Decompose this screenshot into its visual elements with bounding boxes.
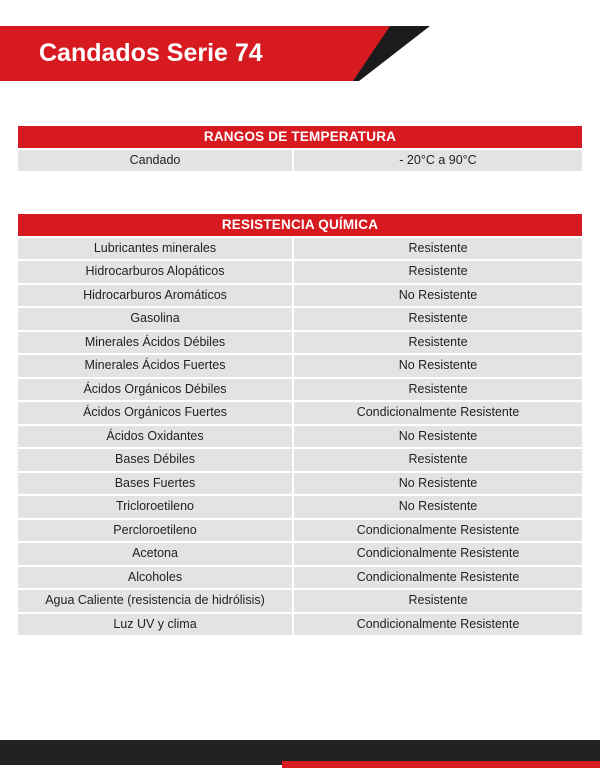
table-row (18, 567, 582, 589)
resistance-value: Resistente (408, 334, 468, 349)
table-row (18, 261, 582, 283)
chemical-item: Minerales Ácidos Fuertes (18, 355, 294, 377)
chemical-table-header: RESISTENCIA QUÍMICA (18, 214, 582, 236)
chemical-item: Hidrocarburos Aromáticos (18, 285, 294, 307)
chemical-item: Alcoholes (18, 567, 294, 589)
table-row (18, 426, 582, 448)
resistance-value: Resistente (408, 264, 468, 279)
table-row (18, 543, 582, 565)
resistance-value: Condicionalmente Resistente (356, 546, 520, 561)
resistance-value: Resistente (408, 593, 468, 608)
resistance-value: No Resistente (398, 428, 478, 443)
resistance-value: No Resistente (398, 475, 478, 490)
page-title: Candados Serie 74 (39, 39, 263, 67)
resistance-value: Resistente (408, 311, 468, 326)
chemical-item: Lubricantes minerales (18, 238, 294, 260)
table-row (18, 332, 582, 354)
table-row (18, 449, 582, 471)
resistance-value: No Resistente (398, 287, 478, 302)
resistance-value: No Resistente (398, 358, 478, 373)
resistance-value: Condicionalmente Resistente (356, 405, 520, 420)
resistance-value: Condicionalmente Resistente (356, 569, 520, 584)
table-row (18, 285, 582, 307)
chemical-item: Ácidos Oxidantes (18, 426, 294, 448)
chemical-item: Agua Caliente (resistencia de hidrólisis) (18, 590, 294, 612)
chemical-item: Gasolina (18, 308, 294, 330)
table-row (18, 402, 582, 424)
resistance-value: Resistente (408, 240, 468, 255)
temperature-table (18, 126, 582, 171)
table-row (18, 238, 582, 260)
resistance-value: No Resistente (398, 499, 478, 514)
table-row (18, 496, 582, 518)
chemical-item: Luz UV y clima (18, 614, 294, 636)
table-row (18, 590, 582, 612)
chemical-item: Percloroetileno (18, 520, 294, 542)
resistance-value: Resistente (408, 381, 468, 396)
table-row (18, 308, 582, 330)
chemical-rows (18, 238, 582, 635)
chemical-item: Hidrocarburos Alopáticos (18, 261, 294, 283)
resistance-value: Resistente (408, 452, 468, 467)
chemical-item: Acetona (18, 543, 294, 565)
table-row (18, 150, 582, 172)
resistance-value: Condicionalmente Resistente (356, 616, 520, 631)
table-row (18, 379, 582, 401)
temperature-item: Candado (18, 150, 294, 172)
resistance-value: Condicionalmente Resistente (356, 522, 520, 537)
chemical-item: Bases Débiles (18, 449, 294, 471)
table-row (18, 614, 582, 636)
table-row (18, 355, 582, 377)
temperature-table-header: RANGOS DE TEMPERATURA (18, 126, 582, 148)
chemical-item: Bases Fuertes (18, 473, 294, 495)
temperature-value: - 20°C a 90°C (399, 152, 477, 167)
table-row (18, 473, 582, 495)
chemical-item: Minerales Ácidos Débiles (18, 332, 294, 354)
chemical-item: Tricloroetileno (18, 496, 294, 518)
footer-bar-red (282, 761, 600, 768)
chemical-item: Ácidos Orgánicos Débiles (18, 379, 294, 401)
chemical-item: Ácidos Orgánicos Fuertes (18, 402, 294, 424)
chemical-resistance-table (18, 214, 582, 635)
table-row (18, 520, 582, 542)
